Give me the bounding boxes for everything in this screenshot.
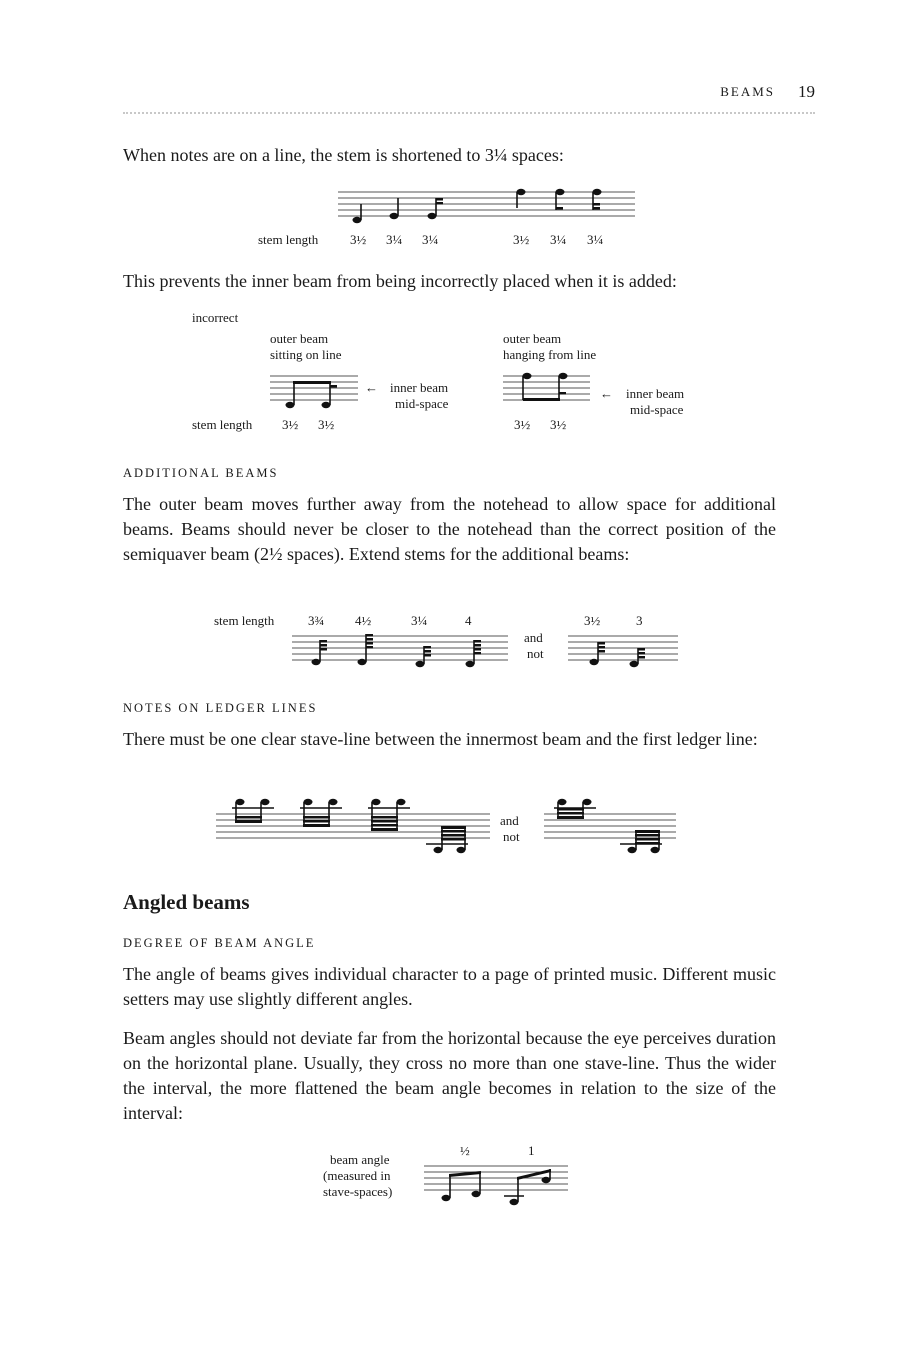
example-additional-beams <box>212 610 682 672</box>
stem-value: 3½ <box>350 232 367 247</box>
staff-lines <box>338 192 635 216</box>
staff-correct <box>216 799 490 853</box>
stem-value: 3¼ <box>587 232 604 247</box>
staff <box>424 1166 568 1205</box>
stem-value: 3¾ <box>308 613 325 628</box>
left-caption-line2: sitting on line <box>270 347 342 362</box>
mid-space-label: mid-space <box>630 402 684 417</box>
stem-length-label: stem length <box>192 417 253 432</box>
stem-value: 3½ <box>514 417 531 432</box>
stem-value: 3¼ <box>386 232 403 247</box>
staff-incorrect <box>544 799 676 853</box>
stem-value: 3½ <box>584 613 601 628</box>
section-heading-angled-beams: Angled beams <box>123 890 250 914</box>
running-head: BEAMS <box>720 84 775 99</box>
mid-space-label: mid-space <box>395 396 449 411</box>
example-beam-angle <box>318 1140 578 1220</box>
paragraph-beam-character: The angle of beams gives individual character to a page of printed music. Different music setters may use slightly different angles. <box>123 964 776 1009</box>
stem-value: 3¼ <box>422 232 439 247</box>
example-ledger-lines <box>214 792 684 862</box>
right-caption-line1: outer beam <box>503 331 562 346</box>
example-inner-beam-placement <box>190 306 720 440</box>
staff-incorrect <box>568 636 678 667</box>
arrow-glyph: ← <box>600 386 613 401</box>
paragraph-stem-shortened: When notes are on a line, the stem is shortened to 3¼ spaces: <box>123 145 564 165</box>
arrow-glyph: ← <box>365 380 378 395</box>
angle-value: 1 <box>528 1143 535 1158</box>
stem-length-label: stem length <box>258 232 319 247</box>
subheading-ledger-lines: NOTES ON LEDGER LINES <box>123 701 318 715</box>
right-caption-line2: hanging from line <box>503 347 597 362</box>
page-number: 19 <box>798 82 815 101</box>
right-staff <box>503 373 590 401</box>
subheading-degree-of-beam-angle: DEGREE OF BEAM ANGLE <box>123 936 316 950</box>
left-caption-line1: outer beam <box>270 331 329 346</box>
stem-length-label: stem length <box>214 613 275 628</box>
paragraph-additional-beams: The outer beam moves further away from the notehead to allow space for additional beams. Beams should never be closer to the notehead than the correct position of the semiquaver beam (2½ spaces). Extend stems for the additional beams: <box>123 494 776 564</box>
paragraph-beam-angles: Beam angles should not deviate far from the horizontal because the eye perceives duration on the horizontal plane. Usually, they cross no more than one stave-line. Thus the wider the interval, the more flattened the beam angle becomes in relation to the size of the interval: <box>123 1028 776 1123</box>
angle-value: ½ <box>460 1143 470 1158</box>
stem-value: 3½ <box>550 417 567 432</box>
stem-value: 3½ <box>318 417 335 432</box>
notes-stems-up <box>353 198 444 223</box>
incorrect-label: incorrect <box>192 310 239 325</box>
subheading-additional-beams: ADDITIONAL BEAMS <box>123 466 279 480</box>
stem-value: 3½ <box>282 417 299 432</box>
left-staff <box>270 376 358 408</box>
stem-value: 3¼ <box>411 613 428 628</box>
beam-angle-label-line2: (measured in <box>323 1168 391 1183</box>
stem-value: 4 <box>465 613 472 628</box>
stem-value: 3½ <box>513 232 530 247</box>
example-stem-length-on-line <box>250 186 650 256</box>
paragraph-inner-beam: This prevents the inner beam from being incorrectly placed when it is added: <box>123 271 677 291</box>
inner-beam-label: inner beam <box>626 386 685 401</box>
and-label: and <box>524 630 543 645</box>
beam-angle-label-line1: beam angle <box>330 1152 390 1167</box>
staff-correct <box>292 634 508 667</box>
paragraph-ledger-lines: There must be one clear stave-line between the innermost beam and the first ledger line: <box>123 729 758 749</box>
inner-beam-label: inner beam <box>390 380 449 395</box>
not-label: not <box>503 829 520 844</box>
stem-value: 3 <box>636 613 643 628</box>
beam-angle-label-line3: stave-spaces) <box>323 1184 393 1199</box>
stem-value: 4½ <box>355 613 372 628</box>
header-rule <box>123 112 815 114</box>
and-label: and <box>500 813 519 828</box>
stem-value: 3¼ <box>550 232 567 247</box>
page-header <box>123 82 815 104</box>
not-label: not <box>527 646 544 661</box>
